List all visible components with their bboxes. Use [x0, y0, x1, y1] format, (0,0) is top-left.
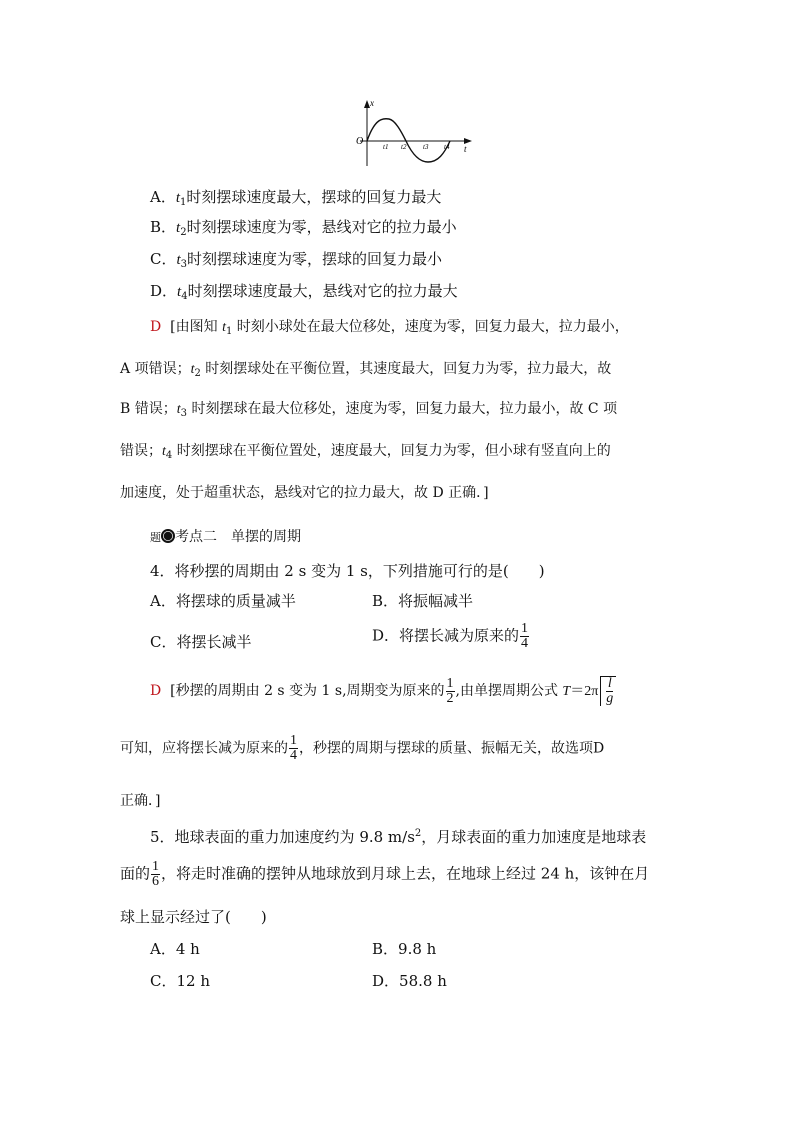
sine-graph — [350, 96, 480, 171]
q5-stem-line-3: 球上显示经过了( ) — [120, 908, 267, 926]
q4-option-a: A．将摆球的质量减半 — [150, 592, 296, 610]
q3-option-a: A．$t_1$时刻摆球速度最大，摆球的回复力最大 — [150, 188, 442, 208]
q3-explanation-line-5: 加速度，处于超重状态，悬线对它的拉力最大，故 D 正确．] — [120, 485, 489, 501]
origin-label: O — [356, 136, 364, 147]
q4-explanation-line-2: 可知，应将摆长减为原来的 $\frac{1}{4}$ ，秒摆的周期与摆球的质量、振幅无关，故选项D — [120, 733, 605, 763]
q5-option-a: A．4 h — [150, 940, 200, 958]
q5-stem-line-1: 5．地球表面的重力加速度约为 9.8 $m/s^2$，月球表面的重力加速度是地球表 — [150, 828, 647, 846]
q5-option-b: B．9.8 h — [372, 940, 437, 958]
tick-t3: t3 — [423, 143, 429, 151]
section-heading: 题 考点二 单摆的周期 — [150, 529, 301, 545]
q4-stem: 4．将秒摆的周期由 2 s 变为 1 s，下列措施可行的是( ) — [150, 562, 545, 580]
q5-option-d: D．58.8 h — [372, 972, 447, 990]
q3-explanation-line-2: A 项错误；$t_2$ 时刻摆球处在平衡位置，其速度最大，回复力为零，拉力最大，故 — [120, 361, 612, 379]
q3-option-d: D．$t_4$时刻摆球速度最大，悬线对它的拉力最大 — [150, 282, 458, 302]
q4-explanation-line-3: 正确．] — [120, 793, 161, 809]
tick-t1: t1 — [383, 143, 389, 151]
q3-explanation-line-1: D [由图知 $t_1$ 时刻小球处在最大位移处，速度为零，回复力最大，拉力最小， — [150, 319, 629, 337]
q4-option-d: D．将摆长减为原来的 $\frac{1}{4}$ — [372, 621, 529, 651]
q4-answer: D — [150, 683, 162, 699]
q4-explanation-line-1: D [秒摆的周期由 2 s 变为 1 s,周期变为原来的 $\frac{1}{2}$ ,由单摆周期公式 T＝2π $\frac{l}{g}$ — [150, 676, 616, 706]
q4-option-c: C．将摆长减半 — [150, 633, 252, 651]
x-axis-label: t — [464, 144, 467, 154]
q5-stem-line-2: 面的 $\frac{1}{6}$ ，将走时准确的摆钟从地球放到月球上去，在地球上经过 24 h，该钟在月 — [120, 859, 650, 889]
q3-explanation-line-4: 错误；$t_4$ 时刻摆球在平衡位置处，速度最大，回复力为零，但小球有竖直向上的 — [120, 443, 611, 461]
q4-option-b: B．将振幅减半 — [372, 592, 474, 610]
tick-t2: t2 — [401, 143, 407, 151]
q3-explanation-line-3: B 错误；$t_3$ 时刻摆球在最大位移处，速度为零，回复力最大，拉力最小，故 C 项 — [120, 401, 618, 419]
q3-answer: D — [150, 319, 162, 335]
tick-t4: t4 — [444, 143, 450, 151]
sine-curve — [367, 119, 450, 162]
q3-option-b: B．$t_2$时刻摆球速度为零，悬线对它的拉力最小 — [150, 218, 457, 238]
q5-option-c: C．12 h — [150, 972, 210, 990]
target-icon — [161, 529, 175, 543]
section-title: 考点二 单摆的周期 — [175, 529, 301, 545]
q3-option-c: C．$t_3$时刻摆球速度为零，摆球的回复力最小 — [150, 250, 443, 270]
y-axis-label: x — [370, 98, 374, 108]
